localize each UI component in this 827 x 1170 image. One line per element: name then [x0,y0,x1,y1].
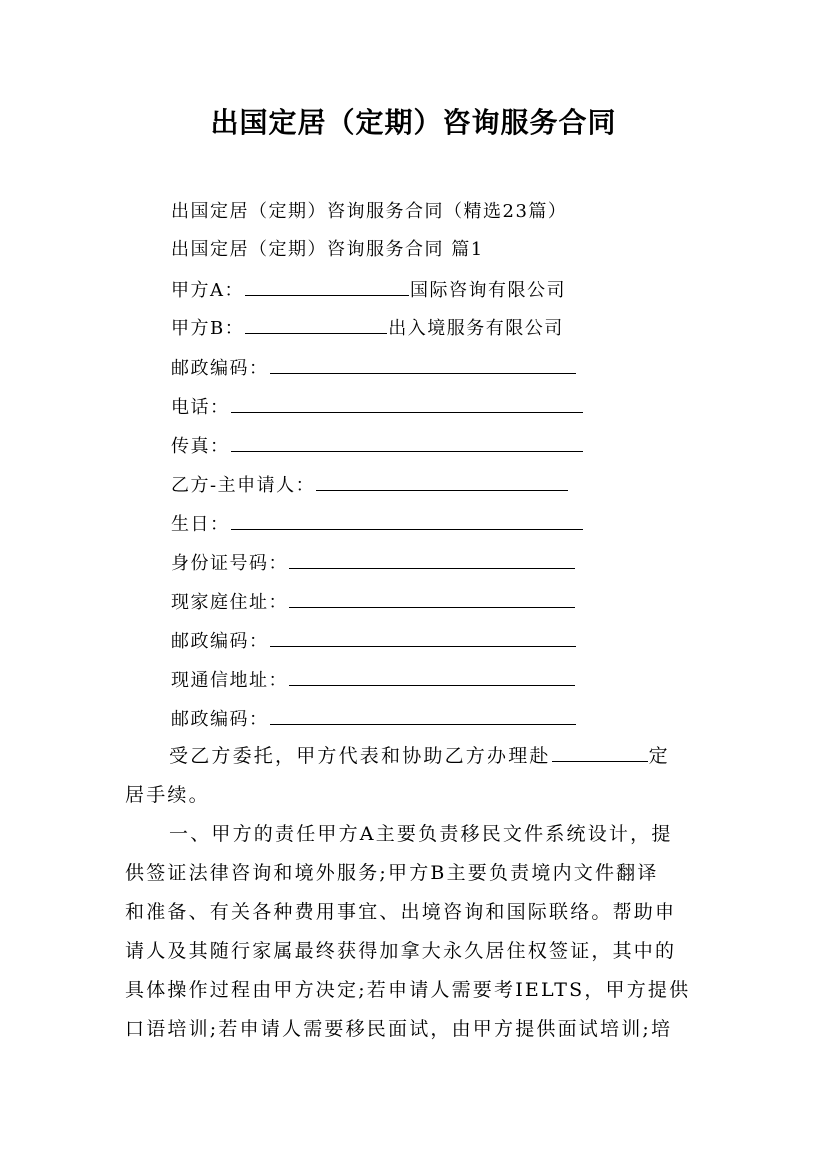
postal-code-blank-2[interactable] [270,628,576,647]
paragraph-2-line: 和准备、有关各种费用事宜、出境咨询和国际联络。帮助申 [125,901,677,923]
fax-blank[interactable] [231,433,583,452]
postal-code-label-2: 邮政编码： [171,631,269,652]
birthday-blank[interactable] [231,511,583,530]
paragraph-2-line: 一、甲方的责任甲方A主要负责移民文件系统设计，提 [169,823,673,845]
destination-blank[interactable] [552,743,648,762]
paragraph-1-after: 定 [648,745,670,767]
birthday-row [171,511,584,537]
section-heading: 出国定居（定期）咨询服务合同 篇1 [171,239,484,260]
postal-code-blank-1[interactable] [270,355,576,374]
mailing-address-label: 现通信地址： [171,670,288,691]
mailing-address-blank[interactable] [289,667,575,686]
party-a-b-row [171,315,564,341]
paragraph-2-line: 具体操作过程由甲方决定;若申请人需要考IELTS，甲方提供 [125,979,691,1001]
party-a-a-suffix: 国际咨询有限公司 [410,280,566,301]
phone-row [171,394,584,420]
home-address-row [171,589,576,615]
party-a-a-row [171,277,566,303]
paragraph-2-line: 请人及其随行家属最终获得加拿大永久居住权签证，其中的 [125,940,677,962]
phone-label: 电话： [171,397,230,418]
document-title: 出国定居（定期）咨询服务合同 [210,106,617,139]
paragraph-entrustment [125,737,703,815]
home-address-label: 现家庭住址： [171,592,288,613]
party-a-a-blank[interactable] [245,277,409,296]
party-b-main-row [171,472,569,498]
paragraph-2-line: 供签证法律咨询和境外服务;甲方B主要负责境内文件翻译 [125,862,659,884]
postal-code-label-3: 邮政编码： [171,709,269,730]
postal-code-row-2 [171,628,577,654]
id-number-row [171,550,576,576]
fax-row [171,433,584,459]
document-subtitle: 出国定居（定期）咨询服务合同（精选23篇） [171,201,568,222]
home-address-blank[interactable] [289,589,575,608]
postal-code-row-1 [171,355,577,381]
paragraph-1-line2: 居手续。 [125,784,210,806]
postal-code-label-1: 邮政编码： [171,358,269,379]
party-a-b-suffix: 出入境服务有限公司 [388,318,564,339]
id-number-label: 身份证号码： [171,553,288,574]
paragraph-1-before: 受乙方委托，甲方代表和协助乙方办理赴 [169,745,551,767]
birthday-label: 生日： [171,514,230,535]
phone-blank[interactable] [231,394,583,413]
paragraph-responsibilities [125,815,703,1049]
party-a-a-label: 甲方A： [171,280,244,301]
postal-code-row-3 [171,706,577,732]
paragraph-2-line: 口语培训;若申请人需要移民面试，由甲方提供面试培训;培 [125,1018,673,1040]
postal-code-blank-3[interactable] [270,706,576,725]
mailing-address-row [171,667,576,693]
party-a-b-blank[interactable] [245,315,387,334]
party-b-main-blank[interactable] [316,472,568,491]
fax-label: 传真： [171,436,230,457]
party-b-main-label: 乙方-主申请人： [171,475,316,496]
party-a-b-label: 甲方B： [171,318,245,339]
id-number-blank[interactable] [289,550,575,569]
